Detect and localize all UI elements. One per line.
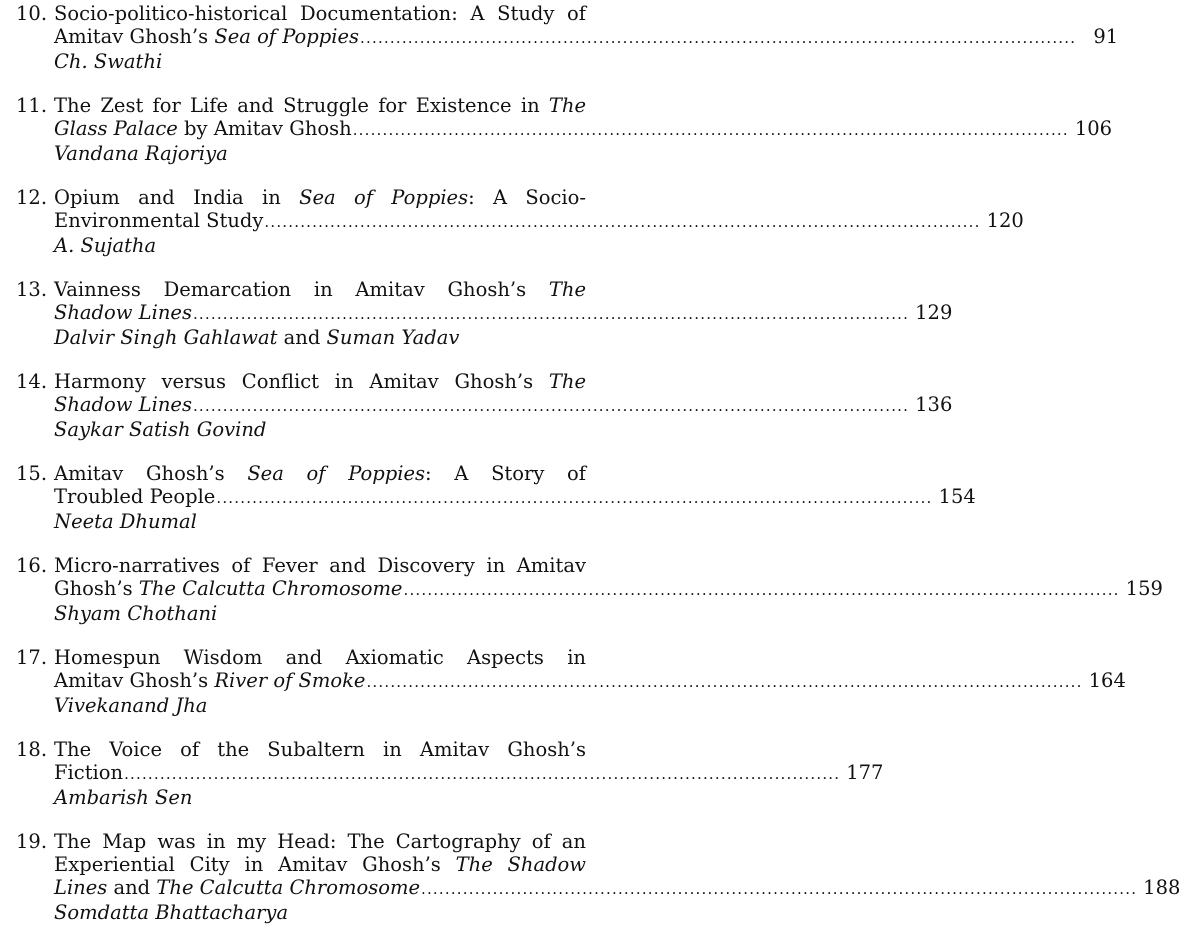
entry-title-leader-line bbox=[54, 669, 1126, 694]
page-number[interactable]: 136 bbox=[915, 393, 953, 416]
text-segment: Harmony versus Conflict in Amitav Ghosh’s bbox=[54, 370, 549, 393]
entry-title-line bbox=[54, 186, 586, 209]
entry-title-end bbox=[54, 117, 352, 140]
toc-entry-list bbox=[16, 2, 1180, 924]
text-segment: Environmental Study bbox=[54, 209, 264, 232]
author-segment: Saykar Satish Govind bbox=[54, 418, 267, 441]
entry-title-line bbox=[54, 94, 586, 117]
entry-number: 15. bbox=[16, 462, 48, 485]
entry-body bbox=[54, 370, 953, 441]
author-segment: Ambarish Sen bbox=[54, 786, 193, 809]
text-segment: Ghosh’s bbox=[54, 577, 139, 600]
entry-title-leader-line bbox=[54, 209, 1024, 234]
entry-author bbox=[54, 694, 586, 717]
entry-author bbox=[54, 418, 586, 441]
dot-leader: ........................................................................................................................ bbox=[403, 581, 1120, 599]
entry-title-line bbox=[54, 646, 586, 669]
entry-title-line bbox=[54, 853, 586, 876]
entry-title-line bbox=[54, 830, 586, 853]
entry-body bbox=[54, 2, 1119, 73]
text-segment: Experiential City in Amitav Ghosh’s bbox=[54, 853, 456, 876]
entry-title-end bbox=[54, 577, 402, 600]
italic-text-segment: The bbox=[548, 278, 586, 301]
italic-text-segment: Shadow Lines bbox=[54, 393, 192, 416]
dot-leader: ........................................................................................................................ bbox=[192, 305, 910, 323]
italic-text-segment: River of Smoke bbox=[214, 669, 366, 692]
entry-title-end bbox=[54, 669, 365, 692]
text-segment: Amitav Ghosh’s bbox=[54, 669, 215, 692]
page-number[interactable]: 106 bbox=[1074, 117, 1113, 140]
entry-number: 13. bbox=[16, 278, 48, 301]
italic-text-segment: Sea of Poppies bbox=[214, 25, 360, 48]
dot-leader: ........................................................................................................................ bbox=[192, 397, 910, 415]
italic-text-segment: Sea of Poppies bbox=[299, 186, 469, 209]
author-segment: Neeta Dhumal bbox=[54, 510, 197, 533]
author-segment: Somdatta Bhattacharya bbox=[54, 901, 289, 924]
italic-text-segment: The Calcutta Chromosome bbox=[138, 577, 403, 600]
entry-author bbox=[54, 602, 586, 625]
text-segment: Opium and India in bbox=[54, 186, 300, 209]
entry-title-end bbox=[54, 876, 420, 899]
italic-text-segment: The Shadow bbox=[455, 853, 586, 876]
italic-text-segment: The Calcutta Chromosome bbox=[156, 876, 420, 899]
italic-text-segment: The bbox=[548, 94, 586, 117]
entry-number: 16. bbox=[16, 554, 48, 577]
toc-entry[interactable] bbox=[16, 830, 1180, 924]
author-segment: Vandana Rajoriya bbox=[54, 142, 228, 165]
entry-body bbox=[54, 646, 1126, 717]
entry-body bbox=[54, 738, 884, 809]
toc-entry[interactable] bbox=[16, 278, 953, 349]
dot-leader: ........................................................................................................................ bbox=[124, 765, 841, 783]
page-number[interactable]: 129 bbox=[915, 301, 953, 324]
author-segment: and bbox=[277, 326, 327, 349]
toc-entry[interactable] bbox=[16, 554, 1163, 625]
entry-title-leader-line bbox=[54, 25, 1119, 50]
text-segment: The Map was in my Head: The Cartography of an bbox=[54, 830, 586, 853]
entry-author bbox=[54, 326, 586, 349]
text-segment: Homespun Wisdom and Axiomatic Aspects in bbox=[54, 646, 586, 669]
entry-title-end bbox=[54, 761, 123, 784]
entry-title-line bbox=[54, 278, 586, 301]
toc-entry[interactable] bbox=[16, 94, 1113, 165]
entry-number: 10. bbox=[16, 2, 48, 25]
dot-leader: ........................................................................................................................ bbox=[216, 489, 933, 507]
text-segment: The Voice of the Subaltern in Amitav Ghosh’s bbox=[54, 738, 586, 761]
italic-text-segment: Glass Palace bbox=[54, 117, 178, 140]
page-number[interactable]: 120 bbox=[986, 209, 1024, 232]
author-segment: Suman Yadav bbox=[326, 326, 460, 349]
entry-number: 17. bbox=[16, 646, 48, 669]
entry-body bbox=[54, 462, 976, 533]
text-segment: Micro-narratives of Fever and Discovery in Amitav bbox=[54, 554, 586, 577]
dot-leader: ........................................................................................................................ bbox=[352, 121, 1069, 139]
entry-title-end bbox=[54, 485, 215, 508]
entry-author bbox=[54, 234, 586, 257]
entry-title-leader-line bbox=[54, 577, 1163, 602]
author-segment: Vivekanand Jha bbox=[54, 694, 208, 717]
text-segment: : A Socio- bbox=[468, 186, 587, 209]
entry-title-line bbox=[54, 370, 586, 393]
text-segment: Amitav Ghosh’s bbox=[54, 25, 215, 48]
author-segment: Shyam Chothani bbox=[54, 602, 218, 625]
text-segment: Vainness Demarcation in Amitav Ghosh’s bbox=[54, 278, 549, 301]
entry-title-leader-line bbox=[54, 301, 953, 326]
text-segment: Fiction bbox=[54, 761, 124, 784]
entry-title-leader-line bbox=[54, 761, 884, 786]
entry-number: 18. bbox=[16, 738, 48, 761]
entry-body bbox=[54, 278, 953, 349]
italic-text-segment: The bbox=[548, 370, 586, 393]
toc-entry[interactable] bbox=[16, 370, 953, 441]
entry-number: 12. bbox=[16, 186, 48, 209]
toc-entry[interactable] bbox=[16, 738, 884, 809]
entry-title-end bbox=[54, 393, 192, 416]
text-segment: : A Story of bbox=[425, 462, 586, 485]
entry-body bbox=[54, 94, 1113, 165]
page-number[interactable]: 164 bbox=[1088, 669, 1126, 692]
entry-title-leader-line bbox=[54, 876, 1180, 901]
italic-text-segment: Sea of Poppies bbox=[247, 462, 426, 485]
page-number[interactable]: 188 bbox=[1143, 876, 1180, 899]
text-segment: by Amitav Ghosh bbox=[177, 117, 352, 140]
entry-body bbox=[54, 186, 1024, 257]
entry-title-line bbox=[54, 738, 586, 761]
dot-leader: ........................................................................................................................ bbox=[264, 213, 981, 231]
dot-leader: ........................................................................................................................ bbox=[421, 880, 1138, 898]
text-segment: Troubled People bbox=[54, 485, 216, 508]
text-segment: Amitav Ghosh’s bbox=[54, 462, 248, 485]
entry-body bbox=[54, 554, 1163, 625]
italic-text-segment: Lines bbox=[54, 876, 108, 899]
entry-author bbox=[54, 786, 586, 809]
text-segment: Socio-politico-historical Documentation: A Study of bbox=[54, 2, 586, 25]
text-segment: The Zest for Life and Struggle for Existence in bbox=[54, 94, 549, 117]
page-number[interactable]: 177 bbox=[846, 761, 884, 784]
page-number[interactable]: 91 bbox=[1093, 25, 1119, 48]
toc-entry[interactable] bbox=[16, 646, 1126, 717]
dot-leader: ........................................................................................................................ bbox=[360, 29, 1077, 47]
author-segment: A. Sujatha bbox=[54, 234, 157, 257]
italic-text-segment: Shadow Lines bbox=[54, 301, 192, 324]
entry-number: 14. bbox=[16, 370, 48, 393]
entry-author bbox=[54, 50, 586, 73]
author-segment: Ch. Swathi bbox=[54, 50, 163, 73]
toc-entry[interactable] bbox=[16, 462, 976, 533]
entry-title-line bbox=[54, 462, 586, 485]
author-segment: Dalvir Singh Gahlawat bbox=[54, 326, 278, 349]
entry-title-leader-line bbox=[54, 117, 1113, 142]
toc-entry[interactable] bbox=[16, 2, 1119, 73]
entry-number: 19. bbox=[16, 830, 48, 853]
page-number[interactable]: 159 bbox=[1125, 577, 1163, 600]
entry-number: 11. bbox=[16, 94, 48, 117]
dot-leader: ........................................................................................................................ bbox=[366, 673, 1083, 691]
entry-body bbox=[54, 830, 1180, 924]
entry-author bbox=[54, 510, 586, 533]
page-number[interactable]: 154 bbox=[938, 485, 976, 508]
entry-author bbox=[54, 142, 586, 165]
text-segment: and bbox=[107, 876, 157, 899]
entry-title-end bbox=[54, 301, 192, 324]
entry-title-line bbox=[54, 554, 586, 577]
entry-title-end bbox=[54, 25, 359, 48]
toc-entry[interactable] bbox=[16, 186, 1024, 257]
entry-title-leader-line bbox=[54, 393, 953, 418]
entry-title-line bbox=[54, 2, 586, 25]
entry-title-leader-line bbox=[54, 485, 976, 510]
entry-author bbox=[54, 901, 586, 924]
entry-title-end bbox=[54, 209, 263, 232]
